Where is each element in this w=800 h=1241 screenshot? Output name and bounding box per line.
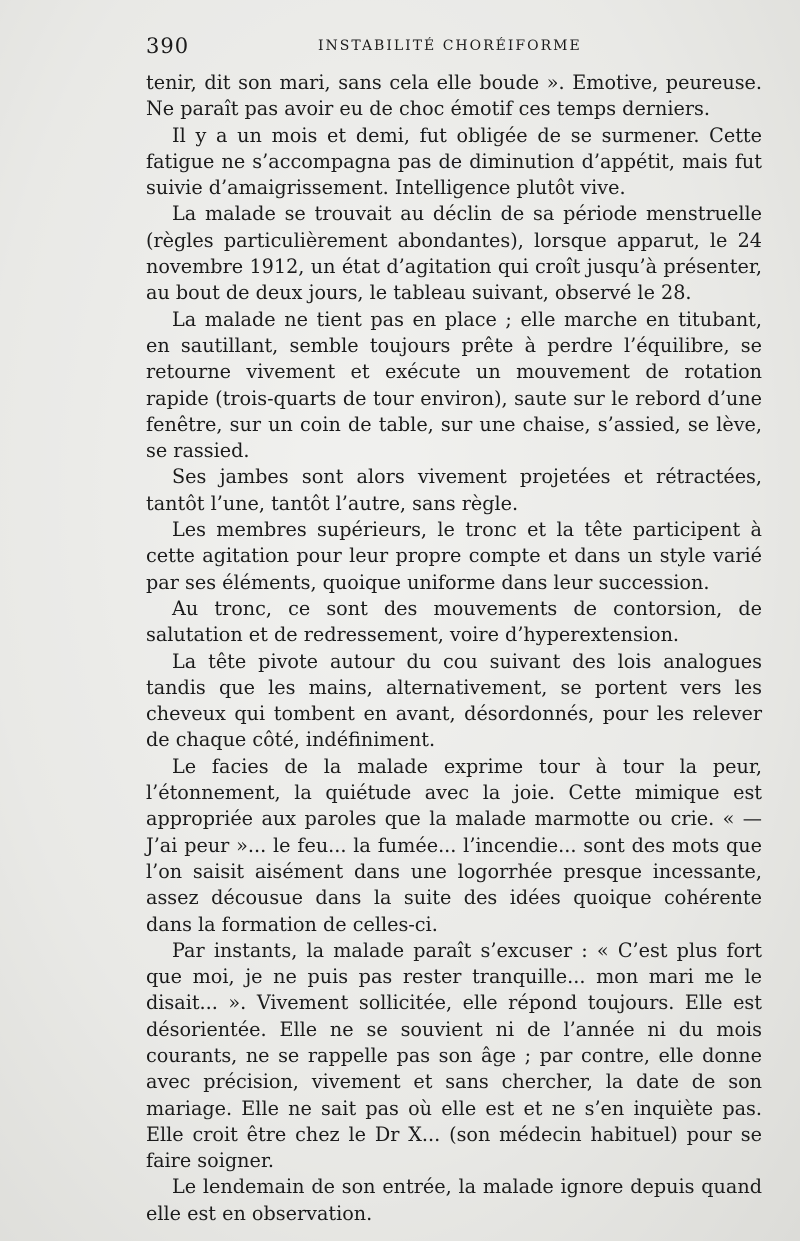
paragraph: Les membres supérieurs, le tronc et la tête participent à cette agitation pour leur propre compte et dans un style varié par ses éléments, quoique uniforme dans leur succession. (146, 518, 762, 594)
paragraph: Le lendemain de son entrée, la malade ignore depuis quand elle est en observation. (146, 1175, 762, 1225)
paragraph: Le facies de la malade exprime tour à tour la peur, l’étonnement, la quiétude avec la joie. Cette mimique est appropriée aux paroles que la malade marmotte ou crie. « — J’ai peur »... le feu... la fumée... l’incendie... sont des mots que l’on saisit aisément dans une logorrhée presque incessante, assez décousue dans la suite des idées quoique cohérente dans la formation de celles-ci. (146, 754, 762, 936)
paragraph: La malade ne tient pas en place ; elle marche en titubant, en sautillant, semble toujours prête à perdre l’équilibre, se retourne vivement et exécute un mouvement de rotation rapide (trois-quarts de tour environ), saute sur le rebord d’une fenêtre, sur un coin de table, sur une chaise, s’assied, se lève, se rassied. (146, 307, 762, 463)
running-title: INSTABILITÉ CHORÉIFORME (318, 38, 582, 54)
paragraph: La tête pivote autour du cou suivant des lois analogues tandis que les mains, alternativement, se portent vers les cheveux qui tombent en avant, désordonnés, pour les relever de chaque côté, indéfiniment. (146, 649, 762, 752)
paragraph: Il y a un mois et demi, fut obligée de se surmener. Cette fatigue ne s’accompagna pas de diminution d’appétit, mais fut suivie d’amaigrissement. Intelligence plutôt vive. (146, 123, 762, 200)
page-number: 390 (146, 34, 190, 58)
page-header (146, 34, 766, 58)
paragraph: tenir, dit son mari, sans cela elle boude ». Emotive, peureuse. Ne paraît pas avoir eu de choc émotif ces temps derniers. (146, 71, 762, 121)
body-text (146, 70, 762, 1227)
paragraph: La malade se trouvait au déclin de sa période menstruelle (règles particulièrement abondantes), lorsque apparut, le 24 novembre 1912, un état d’agitation qui croît jusqu’à présenter, au bout de deux jours, le tableau suivant, observé le 28. (146, 202, 762, 305)
paragraph: Au tronc, ce sont des mouvements de contorsion, de salutation et de redressement, voire d’hyperextension. (146, 596, 762, 647)
paragraph: Par instants, la malade paraît s’excuser : « C’est plus fort que moi, je ne puis pas rester tranquille... mon mari me le disait... ». Vivement sollicitée, elle répond toujours. Elle est désorientée. Elle ne se souvient ni de l’année ni du mois courants, ne se rappelle pas son âge ; par contre, elle donne avec précision, vivement et sans chercher, la date de son mariage. Elle ne sait pas où elle est et ne s’en inquiète pas. Elle croit être chez le Dr X... (son médecin habituel) pour se faire soigner. (146, 938, 762, 1173)
paragraph: Ses jambes sont alors vivement projetées et rétractées, tantôt l’une, tantôt l’autre, sans règle. (146, 465, 762, 515)
